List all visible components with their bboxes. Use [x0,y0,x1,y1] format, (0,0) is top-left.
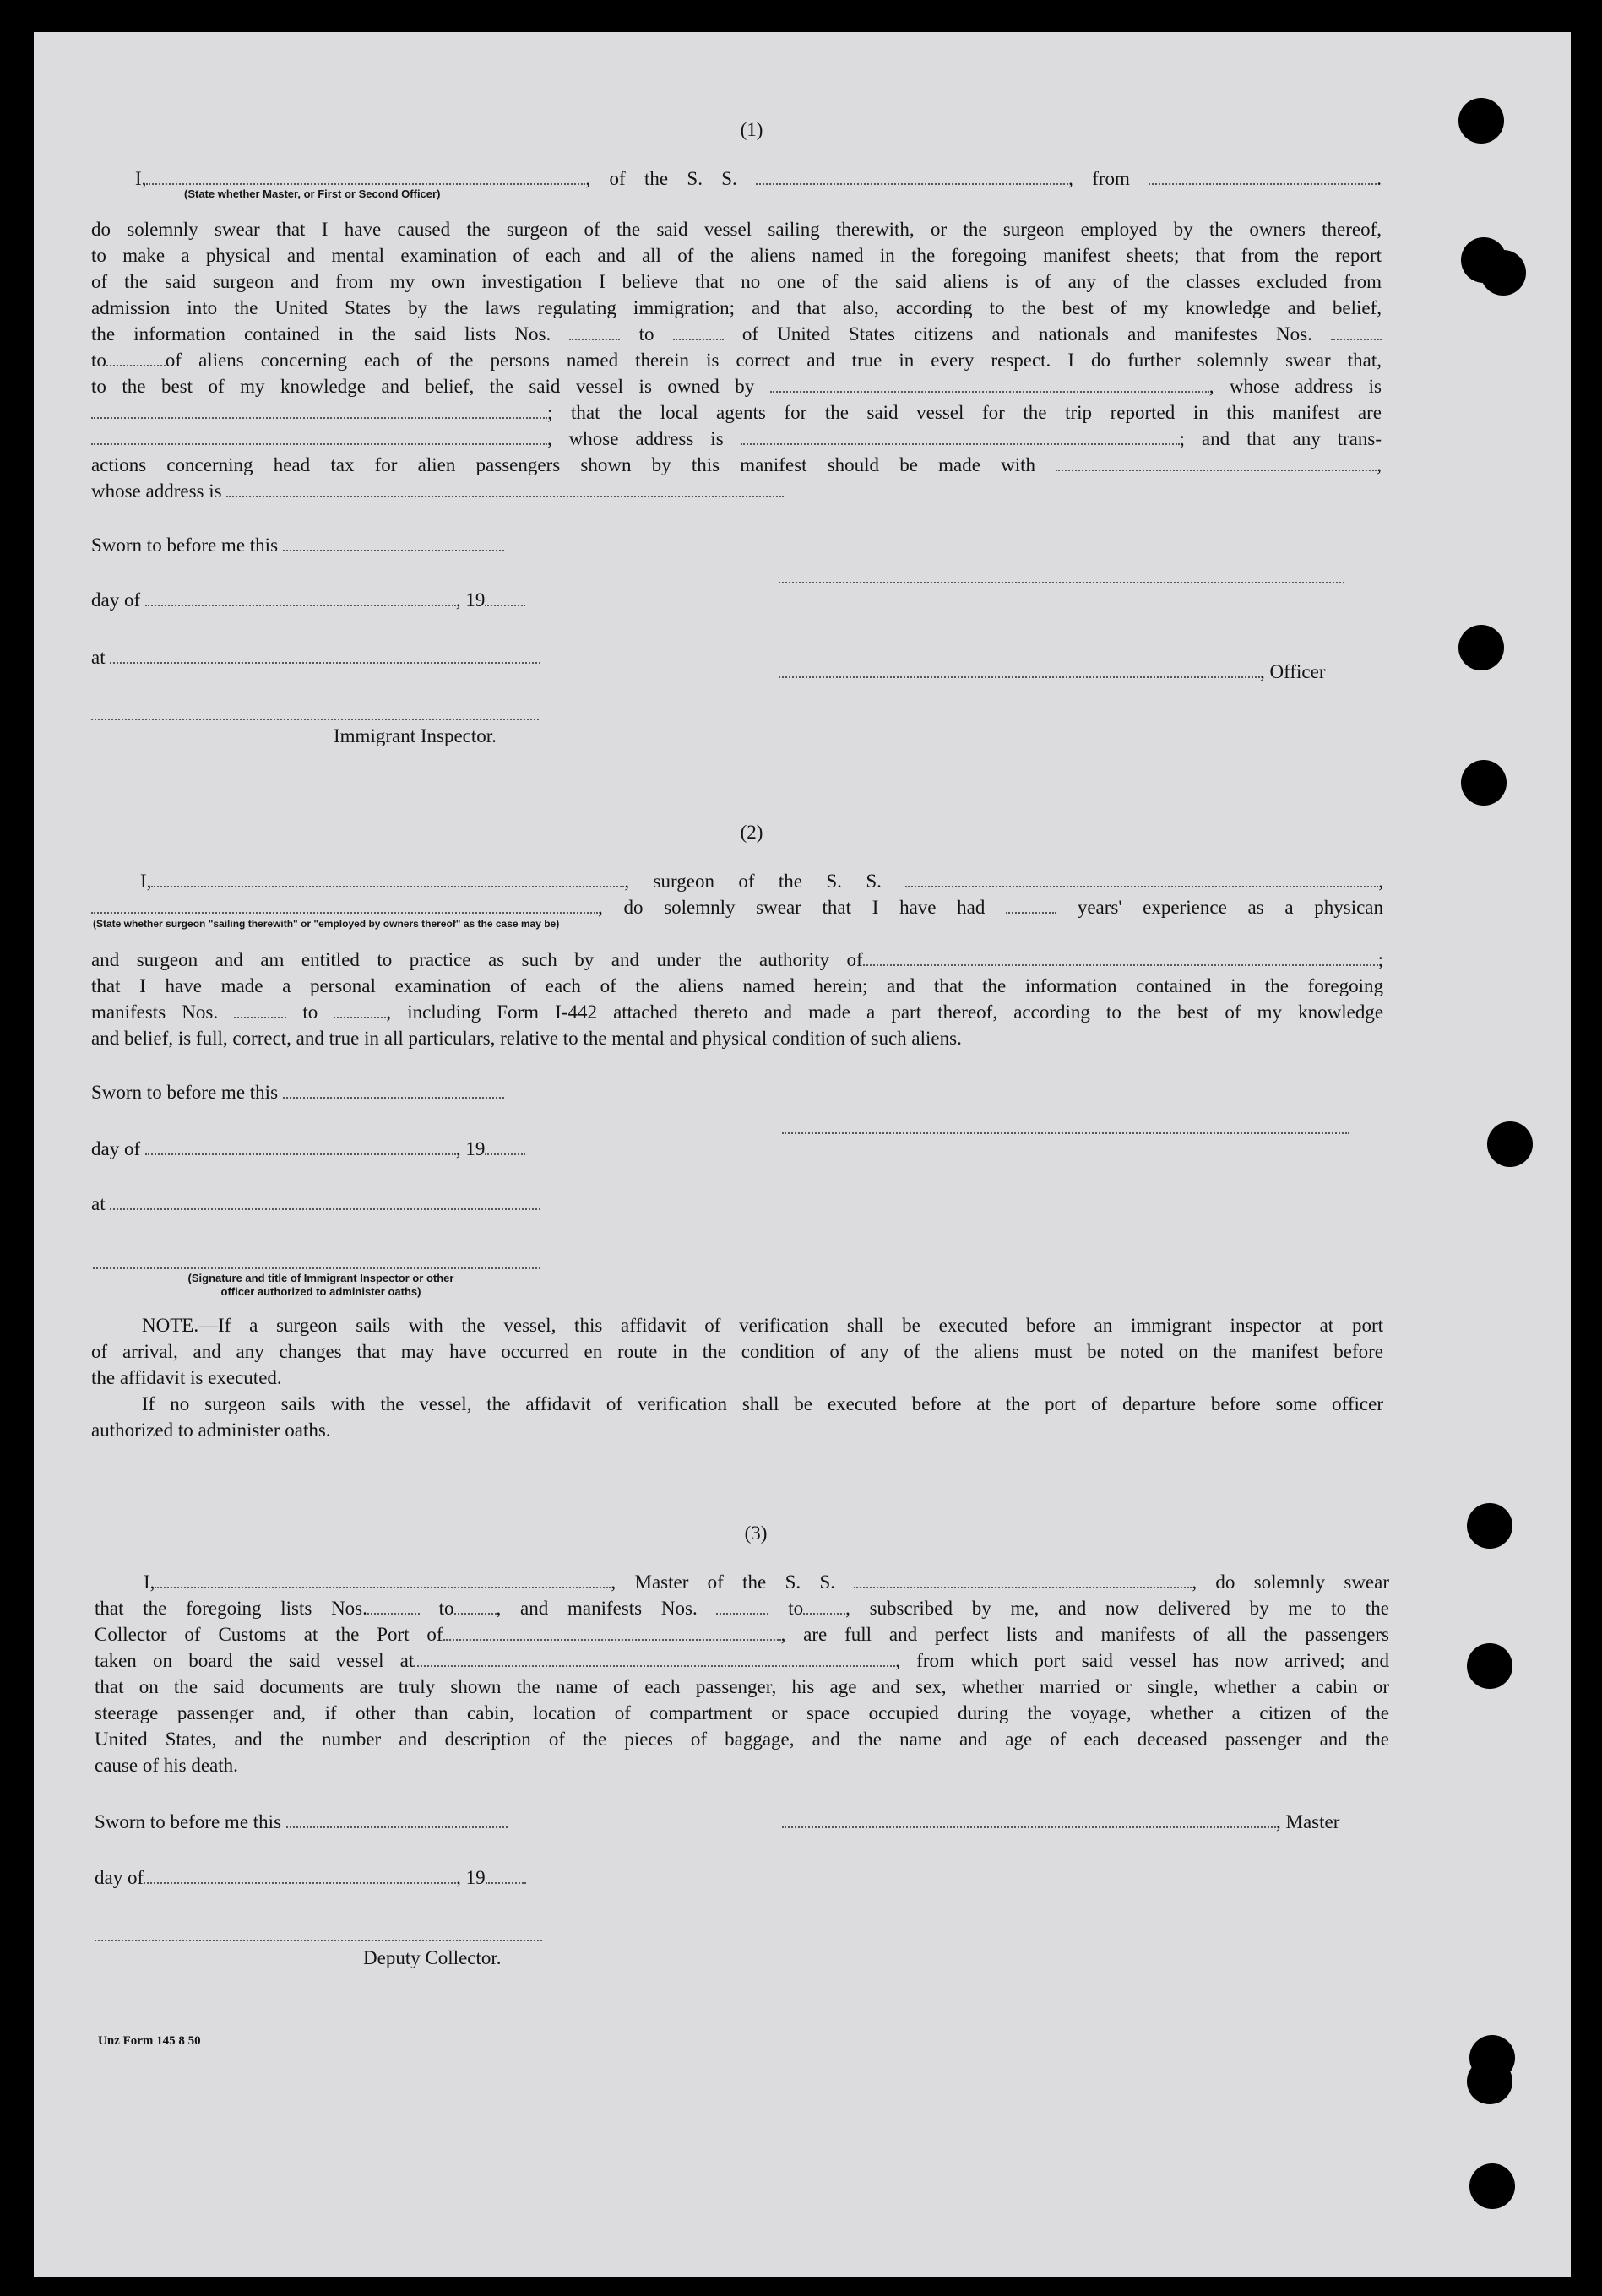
surgeon-manifests-from-field[interactable] [234,1000,286,1018]
officer-signature-field[interactable] [779,659,1260,678]
section-1-line-5: the information contained in the said lists Nos. to of United States citizens and nationals and manifestes Nos. [91,321,1382,347]
section-1-line-7: to the best of my knowledge and belief, the said vessel is owned by , whose address is [91,376,1382,397]
note-line: of arrival, and any changes that may have occurred en route in the condition of any of the aliens must be noted on the manifest before [91,1341,1383,1362]
authority-field[interactable] [863,947,1378,966]
section-3-day: day of , 19 [95,1864,526,1891]
manifests-from-field[interactable] [1331,322,1382,340]
section-2-line-1: I, , surgeon of the S. S. , [140,871,1383,892]
section-2-line-6: and belief, is full, correct, and true in all particulars, relative to the mental and physical condition of such aliens. [91,1028,962,1049]
vessel-name-field[interactable] [756,166,1068,185]
section-3-number: (3) [744,1523,768,1544]
lists-from-field[interactable] [569,322,620,340]
punch-hole [1458,98,1504,144]
master-manifests-to-field[interactable] [803,1596,845,1615]
note-line: If no surgeon sails with the vessel, the affidavit of verification shall be executed before at the port of departure before some officer [142,1393,1383,1414]
section-3-line-3: Collector of Customs at the Port of , are full and perfect lists and manifests of all the passengers [95,1624,1390,1645]
years-experience-field[interactable] [1006,895,1056,914]
punch-hole [1458,625,1504,670]
sworn-date-field-2[interactable] [283,1080,504,1099]
boarding-port-field[interactable] [414,1648,895,1667]
section-3-line-4: taken on board the said vessel at , from which port said vessel has now arrived; and [95,1650,1389,1671]
note-line: authorized to administer oaths. [91,1419,331,1441]
inspector-signature-line[interactable] [91,718,539,720]
surgeon-signature-line[interactable] [782,1132,1349,1134]
owner-field[interactable] [770,374,1209,393]
section-1-at: at [91,644,540,670]
section-1-line-6: to of aliens concerning each of the persons named therein is correct and true in every respect. I do further solemnly swear that, [91,350,1382,371]
local-agents-field[interactable] [91,426,547,445]
master-name-field[interactable] [155,1570,611,1588]
section-3-line-2: that the foregoing lists Nos. to , and manifests Nos. to , subscribed by me, and now delivered by me to the [95,1598,1390,1619]
year-field-2[interactable] [485,1137,525,1155]
section-2-sig-caption: (Signature and title of Immigrant Inspector or other officer authorized to administer oaths) [187,1272,454,1298]
form-number: Unz Form 145 8 50 [98,2034,201,2048]
section-1-line-1: I, , of the S. S. , from . [135,168,1382,189]
owner-address-field[interactable] [91,400,547,419]
collector-port-field[interactable] [443,1622,781,1641]
section-2-sworn: Sworn to before me this [91,1079,504,1105]
section-3-para-line: steerage passenger and, if other than cabin, location of compartment or space occupied during the voyage, whether a citizen of the [95,1702,1389,1723]
punch-hole [1467,1643,1512,1689]
departure-port-field[interactable] [1149,166,1377,185]
section-2-day: day of , 19 [91,1136,525,1162]
surgeon-name-field[interactable] [151,869,624,887]
section-3-para-line: United States, and the number and description of the pieces of baggage, and the name and age of each deceased passenger and the [95,1729,1389,1750]
punch-hole [1480,250,1526,296]
section-1-officer: , Officer [779,659,1325,685]
section-2-line-3: and surgeon and am entitled to practice as such by and under the authority of ; [91,949,1383,970]
inspector-signature-line-2[interactable] [93,1267,540,1269]
section-3-collector: Deputy Collector. [363,1947,502,1968]
section-1-line-10: actions concerning head tax for alien passengers shown by this manifest should be made with , [91,454,1382,475]
section-2-line-4: that I have made a personal examination of each of the aliens named herein; and that the information contained in the foregoing [91,975,1383,996]
section-1-line-8: ; that the local agents for the said vessel for the trip reported in this manifest are [91,399,1382,426]
section-2-caption: (State whether surgeon "sailing therewith" or "employed by owners thereof" as the case may be) [93,918,560,930]
punch-hole [1461,760,1507,806]
section-2-line-5: manifests Nos. to , including Form I-442 attached thereto and made a part thereof, according to the best of my knowledge [91,1001,1384,1023]
section-1-line-11: whose address is [91,478,784,504]
officer-rank-field[interactable] [146,166,585,185]
section-1-caption: (State whether Master, or First or Second Officer) [184,187,441,200]
section-1-line-9: , whose address is ; and that any trans- [91,426,1382,452]
section-3-para-line: that on the said documents are truly shown the name of each passenger, his age and sex, whether married or single, whether a cabin or [95,1676,1389,1697]
day-month-field-2[interactable] [145,1137,456,1155]
section-1-inspector: Immigrant Inspector. [334,725,497,746]
section-1-para-line: to make a physical and mental examination of each and all of the aliens named in the foregoing manifest sheets; that from the report [91,245,1382,266]
agents-address-field[interactable] [741,426,1180,445]
sworn-date-field[interactable] [283,533,504,551]
collector-signature-line[interactable] [95,1939,542,1941]
section-3-sworn: Sworn to before me this [95,1809,508,1835]
section-3-line-1: I, , Master of the S. S. , do solemnly swear [144,1571,1390,1593]
surgeon-status-field[interactable] [91,895,598,914]
day-month-field-3[interactable] [144,1865,456,1884]
section-1-para-line: of the said surgeon and from my own investigation I believe that no one of the said aliens is of any of the classes excluded from [91,271,1382,292]
head-tax-contact-field[interactable] [1056,453,1377,471]
form-page [34,32,1571,2277]
punch-hole [1467,2059,1512,2104]
section-1-sworn: Sworn to before me this [91,532,504,558]
punch-hole [1467,1503,1512,1549]
note-line: the affidavit is executed. [91,1367,282,1388]
surgeon-manifests-to-field[interactable] [334,1000,386,1018]
day-month-field[interactable] [145,588,456,606]
section-1-para-line: admission into the United States by the laws regulating immigration; and that also, according to the best of my knowledge and belief, [91,297,1382,318]
surgeon-vessel-field[interactable] [905,869,1378,887]
punch-hole [1487,1121,1533,1167]
officer-signature-line[interactable] [779,581,1344,583]
master-manifests-from-field[interactable] [716,1596,768,1615]
section-1-para-line: do solemnly swear that I have caused the surgeon of the said vessel sailing therewith, or the surgeon employed by the owners thereof, [91,219,1382,240]
head-tax-address-field[interactable] [226,479,784,497]
section-3-master: , Master [782,1809,1339,1835]
place-field-2[interactable] [110,1191,540,1210]
manifests-to-field[interactable] [106,348,166,366]
section-2-at: at [91,1191,540,1217]
master-vessel-field[interactable] [854,1570,1192,1588]
year-field[interactable] [485,588,525,606]
section-2-line-2: , do solemnly swear that I have had years' experience as a physican [91,894,1383,920]
place-field[interactable] [110,645,540,664]
master-signature-field[interactable] [782,1810,1276,1828]
punch-hole [1469,2163,1515,2209]
section-3-para-line: cause of his death. [95,1755,238,1776]
lists-to-field[interactable] [673,322,724,340]
note-line: NOTE.—If a surgeon sails with the vessel, this affidavit of verification shall be executed before an immigrant inspector at port [142,1315,1383,1336]
section-2-number: (2) [740,822,763,843]
year-field-3[interactable] [486,1865,526,1884]
section-1-number: (1) [740,119,763,140]
section-1-day: day of , 19 [91,587,525,613]
master-lists-from-field[interactable] [367,1596,420,1615]
master-lists-to-field[interactable] [454,1596,497,1615]
sworn-date-field-3[interactable] [286,1810,508,1828]
